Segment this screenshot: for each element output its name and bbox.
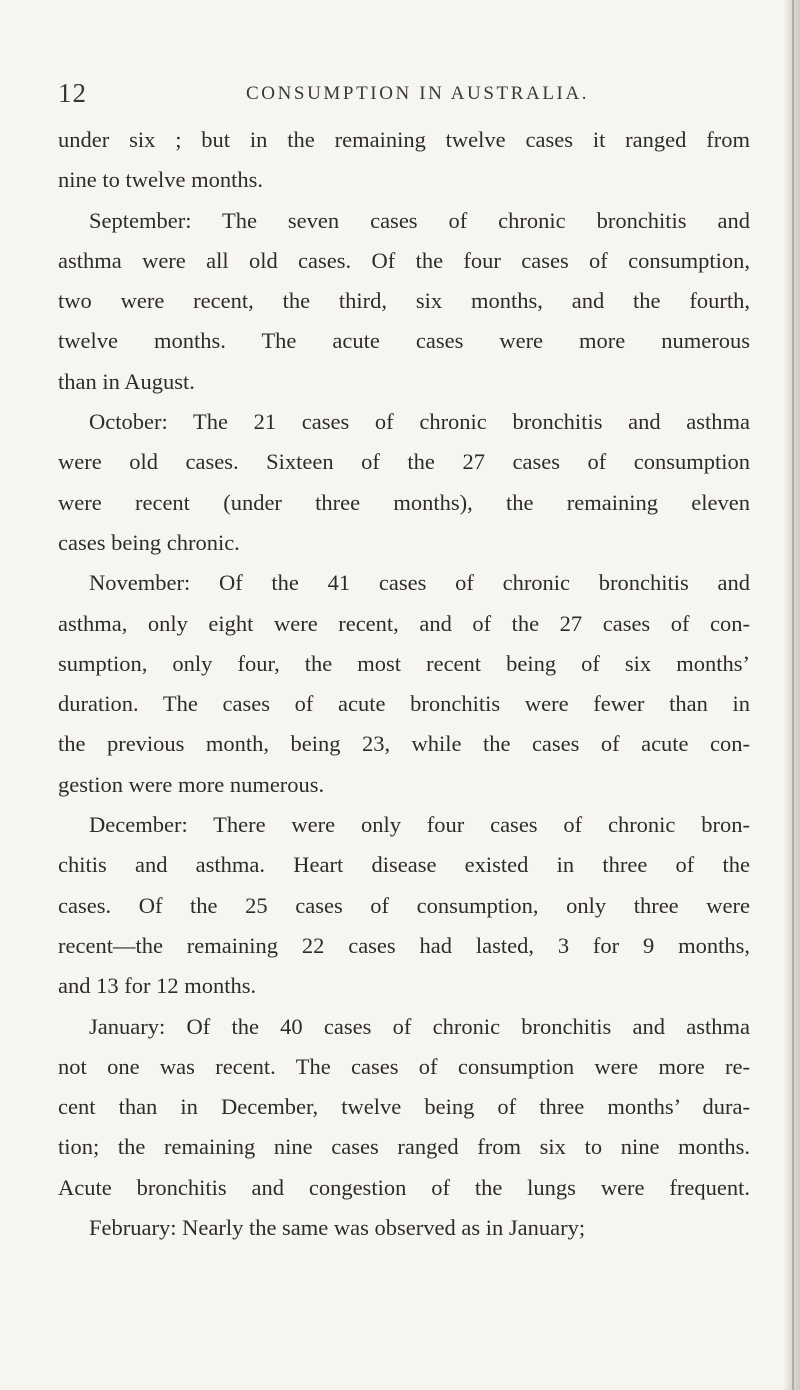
text-line: cases being chronic. bbox=[58, 529, 240, 555]
text-line: December: There were only four cases of chronic bron- bbox=[89, 812, 750, 838]
text-line: recent—the remaining 22 cases had lasted, 3 for 9 months, bbox=[58, 932, 750, 958]
text-line: October: The 21 cases of chronic bronchitis and asthma bbox=[89, 409, 750, 435]
body-text bbox=[58, 120, 750, 1248]
running-title: CONSUMPTION IN AUSTRALIA. bbox=[246, 83, 590, 104]
text-line: Acute bronchitis and congestion of the lungs were frequent. bbox=[58, 1174, 750, 1200]
page-binding-line bbox=[792, 0, 794, 1390]
text-line: were recent (under three months), the remaining eleven bbox=[58, 489, 750, 515]
text-line: sumption, only four, the most recent being of six months’ bbox=[58, 650, 750, 676]
text-line: not one was recent. The cases of consumption were more re- bbox=[58, 1053, 750, 1079]
text-line: January: Of the 40 cases of chronic bronchitis and asthma bbox=[89, 1013, 750, 1039]
text-line: than in August. bbox=[58, 368, 195, 394]
text-line: the previous month, being 23, while the cases of acute con- bbox=[58, 731, 750, 757]
text-line: twelve months. The acute cases were more numerous bbox=[58, 328, 750, 354]
text-line: asthma, only eight were recent, and of the 27 cases of con- bbox=[58, 610, 750, 636]
text-line: and 13 for 12 months. bbox=[58, 973, 257, 999]
text-line: tion; the remaining nine cases ranged from six to nine months. bbox=[58, 1134, 750, 1160]
text-line: two were recent, the third, six months, and the fourth, bbox=[58, 288, 750, 314]
text-line: cent than in December, twelve being of three months’ dura- bbox=[58, 1094, 750, 1120]
text-line: nine to twelve months. bbox=[58, 167, 263, 193]
text-line: gestion were more numerous. bbox=[58, 771, 325, 797]
text-line: were old cases. Sixteen of the 27 cases of consumption bbox=[58, 449, 750, 475]
text-line: under six ; but in the remaining twelve cases it ranged from bbox=[58, 127, 750, 152]
text-line: November: Of the 41 cases of chronic bronchitis and bbox=[89, 570, 750, 596]
page-number: 12 bbox=[58, 78, 87, 108]
text-line: duration. The cases of acute bronchitis were fewer than in bbox=[58, 691, 750, 717]
running-head bbox=[0, 78, 800, 108]
text-line: February: Nearly the same was observed as in January; bbox=[89, 1215, 586, 1241]
text-line: cases. Of the 25 cases of consumption, only three were bbox=[58, 892, 750, 918]
text-line: asthma were all old cases. Of the four cases of consumption, bbox=[58, 247, 750, 273]
text-line: chitis and asthma. Heart disease existed in three of the bbox=[58, 852, 750, 878]
text-line: September: The seven cases of chronic bronchitis and bbox=[89, 207, 750, 233]
